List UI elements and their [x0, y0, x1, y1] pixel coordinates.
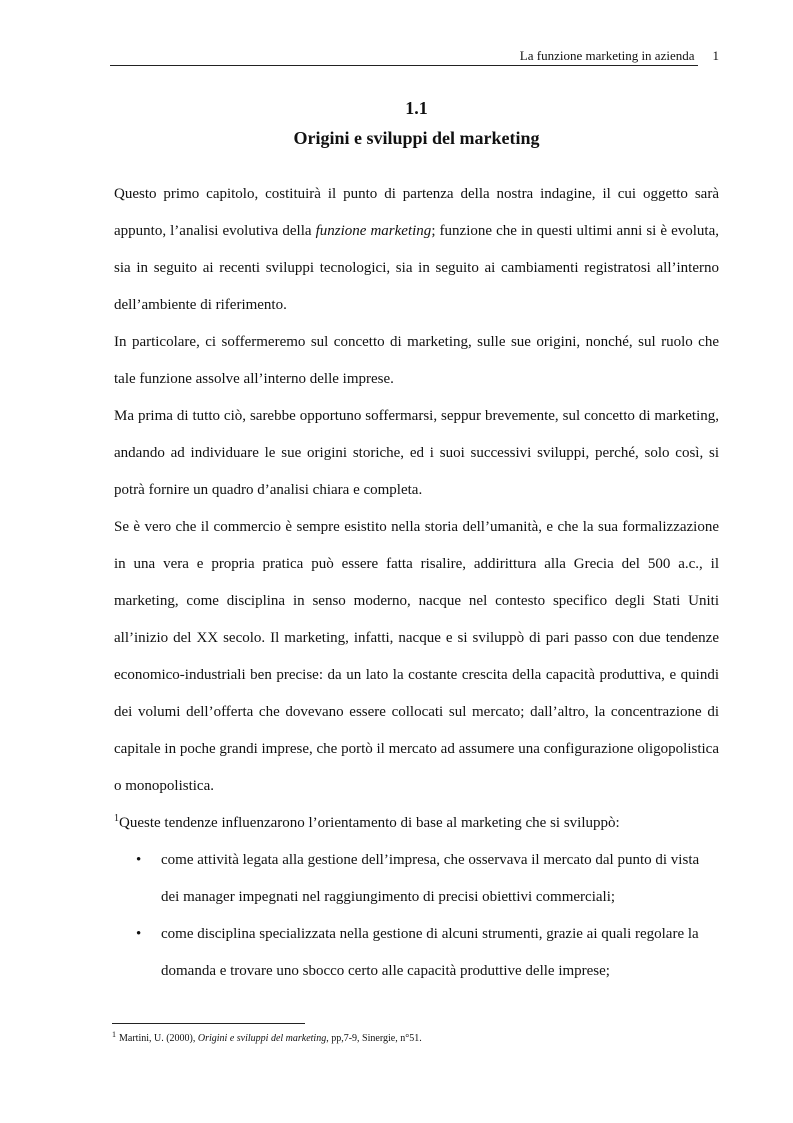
- running-header: [110, 48, 719, 64]
- page-number: 1: [712, 48, 719, 63]
- section-number: 1.1: [405, 98, 428, 118]
- body-text: [114, 176, 719, 990]
- footnote: [112, 1032, 722, 1046]
- paragraph-1-text-b: ; funzione che in questi ultimi anni si è evoluta, sia in seguito ai recenti sviluppi tecnologici, sia in seguito ai cambiamenti registratosi all’interno dell’ambiente di riferimento.: [114, 223, 719, 313]
- paragraph-5: [114, 805, 719, 842]
- footnote-text-b: , pp,7-9, Sinergie, n°51.: [326, 1033, 422, 1044]
- paragraph-1-text-a: Questo primo capitolo, costituirà il punto di partenza della nostra indagine, il cui oggetto sarà appunto, l’analisi evolutiva della: [114, 186, 719, 239]
- paragraph-1-emphasis: funzione marketing: [315, 223, 432, 239]
- footnote-mark: 1: [112, 1030, 116, 1039]
- footnote-text-a: Martini, U. (2000),: [119, 1033, 198, 1044]
- list-item: [114, 842, 719, 916]
- header-rule: [110, 65, 698, 66]
- paragraph-4: Se è vero che il commercio è sempre esistito nella storia dell’umanità, e che la sua formalizzazione in una vera e propria pratica può essere fatta risalire, addirittura alla Grecia del 500 a.c., il marketing, come disciplina in senso moderno, nacque nel contesto specifico degli Stati Uniti all’inizio del XX secolo. Il marketing, infatti, nacque e si sviluppò di pari passo con due tendenze economico-industriali ben precise: da un lato la costante crescita della capacità produttiva, e quindi dei volumi dell’offerta che dovevano essere collocati sul mercato; dall’altro, la concentrazione di capitale in poche grandi imprese, che portò il mercato ad assumere una configurazione oligopolistica o monopolistica.: [114, 519, 719, 794]
- section-title: Origini e sviluppi del marketing: [293, 128, 540, 148]
- paragraph-5-text: Queste tendenze influenzarono l’orientamento di base al marketing che si sviluppò:: [119, 815, 620, 831]
- paragraph-2: In particolare, ci soffermeremo sul concetto di marketing, sulle sue origini, nonché, sul ruolo che tale funzione assolve all’interno delle imprese.: [114, 334, 719, 387]
- footnote-emphasis: Origini e sviluppi del marketing: [197, 1033, 327, 1044]
- running-title: La funzione marketing in azienda: [519, 48, 695, 63]
- list-item: [114, 916, 719, 990]
- paragraph-1: [114, 176, 719, 324]
- bullet-list: [114, 842, 719, 990]
- footnote-reference: 1: [114, 813, 119, 824]
- bullet-icon: •: [136, 926, 142, 942]
- bullet-icon: •: [136, 852, 142, 868]
- list-item-text: come disciplina specializzata nella gestione di alcuni strumenti, grazie ai quali regolare la domanda e trovare uno sbocco certo alle capacità produttive delle imprese;: [161, 926, 699, 979]
- list-item-text: come attività legata alla gestione dell’impresa, che osservava il mercato dal punto di vista dei manager impegnati nel raggiungimento di precisi obiettivi commerciali;: [161, 852, 700, 905]
- paragraph-3: Ma prima di tutto ciò, sarebbe opportuno soffermarsi, seppur brevemente, sul concetto di marketing, andando ad individuare le sue origini storiche, ed i suoi successivi sviluppi, perché, solo così, si potrà fornire un quadro d’analisi chiara e completa.: [114, 408, 719, 498]
- footnote-rule: [112, 1023, 305, 1024]
